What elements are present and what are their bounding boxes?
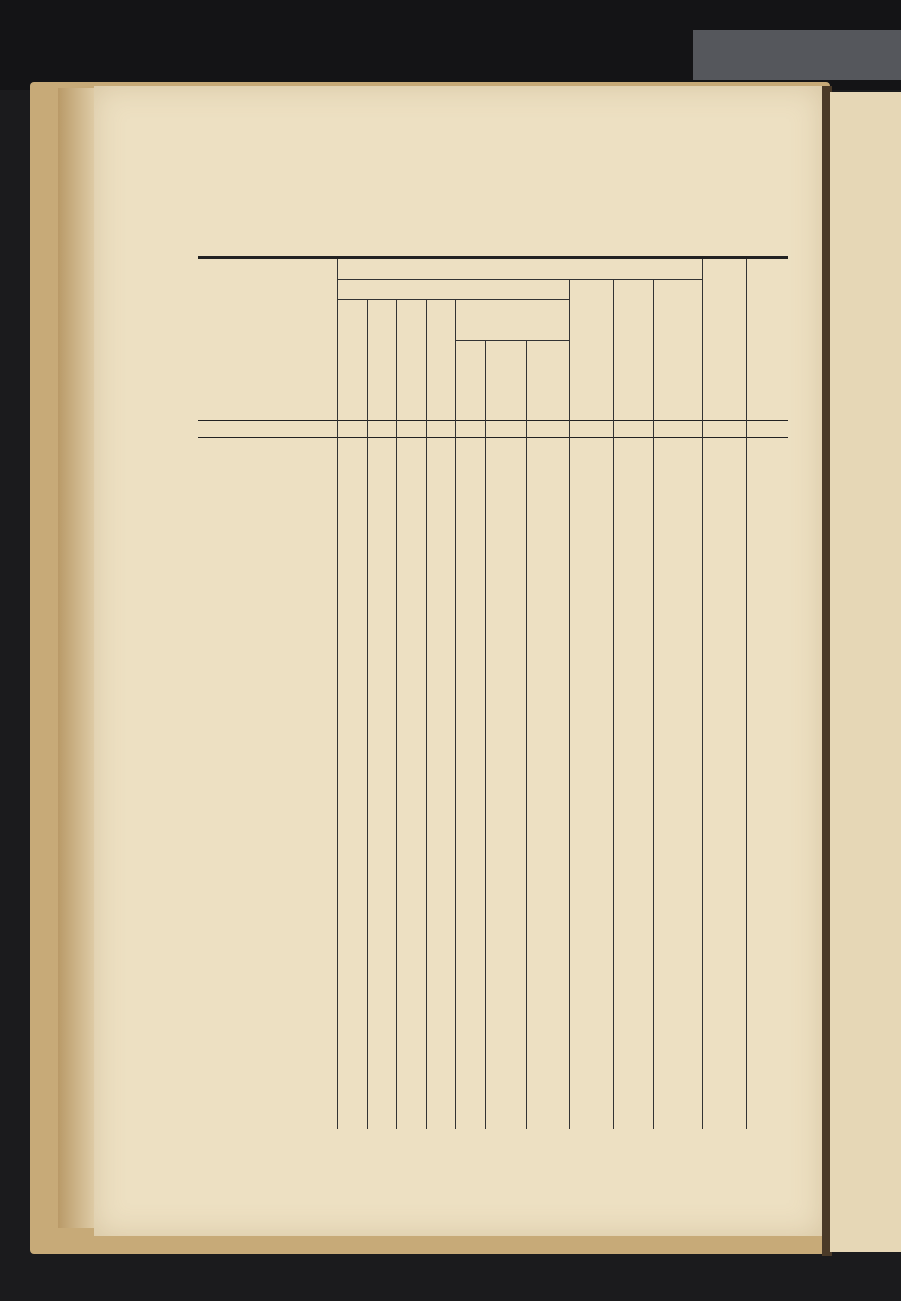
column-divider — [613, 279, 614, 1129]
header-rule-kadry — [337, 279, 702, 280]
column-divider — [396, 299, 397, 1129]
column-divider — [746, 259, 747, 1129]
column-divider — [485, 340, 486, 1129]
column-divider — [653, 279, 654, 1129]
table-top-rule — [198, 256, 788, 259]
header-bottom-rule — [198, 420, 788, 421]
column-divider — [526, 340, 527, 1129]
facing-page — [830, 92, 901, 1252]
column-number-rule — [198, 437, 788, 438]
column-divider — [337, 259, 338, 1129]
background-strip — [693, 30, 901, 80]
column-divider — [426, 299, 427, 1129]
header-rule-chleny — [337, 299, 569, 300]
running-header — [212, 183, 787, 205]
column-divider — [569, 279, 570, 1129]
column-divider — [702, 259, 703, 1129]
column-divider — [367, 299, 368, 1129]
header-rule-izobshch — [455, 340, 569, 341]
column-divider — [455, 299, 456, 1129]
page-gutter-shade — [58, 88, 98, 1228]
